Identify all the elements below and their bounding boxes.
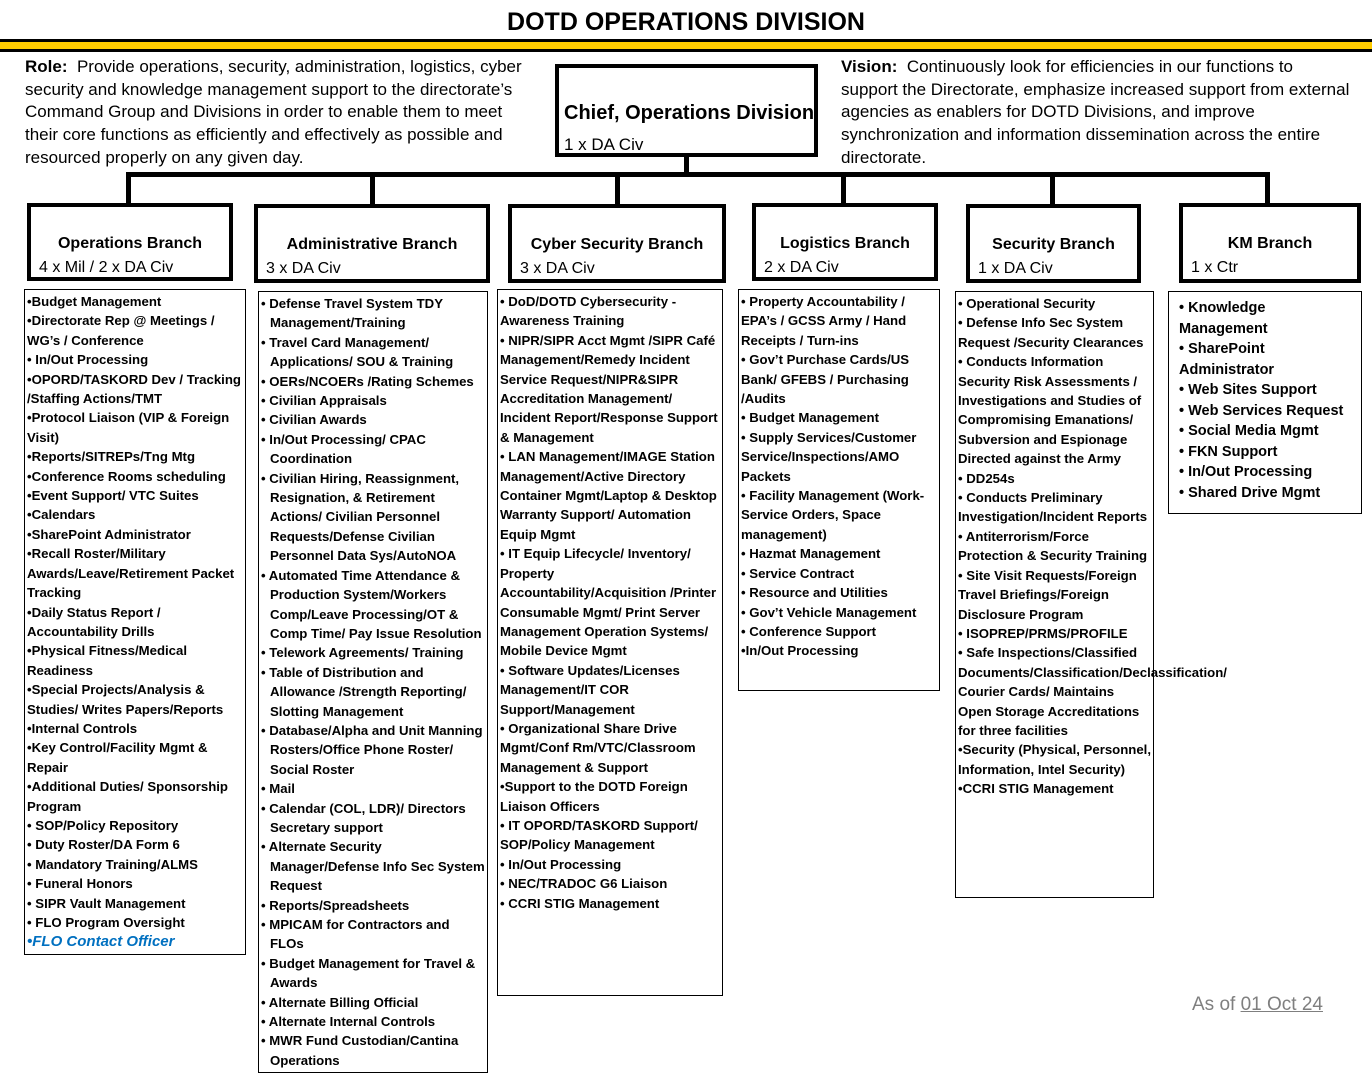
branch-title: Logistics Branch [780, 235, 910, 252]
role-label: Role: [25, 57, 68, 76]
branch-title: Security Branch [992, 236, 1115, 253]
function-item: •Conference Rooms scheduling [27, 468, 226, 484]
function-item: •Security (Physical, Personnel, Information, Intel Security) [958, 742, 1151, 777]
chief-staff: 1 x DA Civ [564, 135, 644, 154]
function-item: • ISOPREP/PRMS/PROFILE [958, 625, 1128, 641]
function-item: • In/Out Processing [500, 856, 622, 872]
function-item: • Antiterrorism/Force Protection & Security Training [958, 528, 1148, 564]
function-item: • Database/Alpha and Unit Manning Rosters/Office Phone Roster/ Social Roster [261, 722, 483, 777]
function-item: •Calendars [27, 507, 96, 523]
connector-line [126, 172, 1270, 177]
function-item: •Daily Status Report / Accountability Drills [27, 604, 161, 639]
function-item: •SharePoint Administrator [27, 526, 191, 542]
function-item: •In/Out Processing [741, 643, 859, 659]
function-item: • Web Sites Support [1179, 382, 1317, 398]
as-of-label: As of [1192, 994, 1241, 1015]
connector-line [615, 172, 620, 204]
function-item: • Service Contract [741, 565, 855, 581]
function-item: •Additional Duties/ Sponsorship Program [27, 779, 228, 814]
branch-box-cyber-security [508, 204, 726, 283]
function-item: • NEC/TRADOC G6 Liaison [500, 876, 668, 892]
function-item: • Safe Inspections/Classified Documents/Classification/Declassification/ Courier Cards/ Maintains Open Storage Accreditations for three facilities [958, 645, 1227, 738]
function-item: •Key Control/Facility Mgmt & Repair [27, 740, 208, 775]
function-item: • OERs/NCOERs /Rating Schemes [261, 373, 474, 389]
function-item: • In/Out Processing [1179, 464, 1313, 480]
function-item: • In/Out Processing/ CPAC Coordination [261, 431, 426, 467]
function-item: • Software Updates/Licenses Management/IT COR Support/Management [500, 662, 680, 717]
function-item: • Civilian Appraisals [261, 393, 387, 409]
function-item: • Mandatory Training/ALMS [27, 856, 198, 872]
branch-title: Administrative Branch [286, 236, 458, 253]
function-item: •Reports/SITREPs/Tng Mtg [27, 449, 195, 465]
function-item: • Calendar (COL, LDR)/ Directors Secretary support [261, 800, 466, 835]
function-item: • Knowledge Management [1179, 300, 1268, 337]
function-item: • Budget Management [741, 410, 879, 426]
function-item: • IT Equip Lifecycle/ Inventory/ Property Accountability/Acquisition /Printer Consumable Mgmt/ Print Server Management Operation Systems/ Mobile Device Mgmt [500, 546, 717, 659]
function-item: •Special Projects/Analysis & Studies/ Writes Papers/Reports [27, 682, 224, 717]
function-item: • Civilian Hiring, Reassignment, Resignation, & Retirement Actions/ Civilian Personnel Requests/Defense Civilian Personnel Data Sys/AutoNOA [261, 470, 460, 564]
date-value: 01 Oct 24 [1240, 994, 1323, 1015]
function-item: • FLO Program Oversight [27, 915, 185, 930]
function-item: • Mail [261, 781, 295, 797]
function-item: • Property Accountability / EPA’s / GCSS Army / Hand Receipts / Turn-ins [741, 294, 907, 348]
function-item: • Resource and Utilities [741, 585, 888, 601]
branch-title: Operations Branch [57, 235, 203, 252]
branch-box-administrative [254, 204, 490, 283]
function-item: •Directorate Rep @ Meetings / WG’s / Conference [27, 313, 215, 348]
function-list-cyber-security [497, 289, 723, 996]
branch-box-operations [27, 203, 233, 281]
function-item: • Operational Security [958, 296, 1096, 311]
function-item: • Table of Distribution and Allowance /Strength Reporting/ Slotting Management [261, 664, 467, 719]
connector-line [370, 172, 375, 204]
branch-staff: 2 x DA Civ [764, 259, 839, 276]
function-item: • Alternate Billing Official [261, 994, 419, 1010]
function-item: • Defense Travel System TDY Management/Training [261, 296, 443, 331]
function-item: •OPORD/TASKORD Dev / Tracking /Staffing Actions/TMT [27, 371, 241, 407]
function-item: • SIPR Vault Management [27, 895, 186, 911]
function-item: • Organizational Share Drive Mgmt/Conf Rm/VTC/Classroom Management & Support [500, 720, 696, 775]
function-item: • Travel Card Management/ Applications/ SOU & Training [261, 334, 454, 370]
function-item: • NIPR/SIPR Acct Mgmt /SIPR Café Management/Remedy Incident Service Request/NIPR&SIPR Accreditation Management/ Incident Report/Response Support & Management [500, 332, 718, 445]
branch-title: Cyber Security Branch [530, 236, 704, 253]
function-item: • Gov’t Vehicle Management [741, 604, 917, 620]
function-item: • MPICAM for Contractors and FLOs [261, 917, 450, 952]
function-item: • In/Out Processing [27, 352, 149, 368]
function-list-logistics [738, 289, 940, 691]
function-item: • Gov’t Purchase Cards/US Bank/ GFEBS / Purchasing /Audits [741, 352, 910, 407]
role-text: Provide operations, security, administration, logistics, cyber security and knowledge management support to the directorate’s Command Group and Divisions in order to enable them to meet their core functions as efficiently and effectively as possible and resourced properly on any given day. [25, 57, 522, 167]
function-item: • Reports/Spreadsheets [261, 897, 410, 913]
vision-text: Continuously look for efficiencies in our functions to support the Directorate, emphasize increased support from external agencies as enablers for DOTD Divisions, and improve synchronization and information dissemination across the entire directorate. [841, 57, 1350, 167]
vision-statement [841, 56, 1351, 170]
function-item: • Budget Management for Travel & Awards [261, 955, 476, 991]
function-item: •Budget Management [27, 294, 162, 309]
function-item: • Alternate Security Manager/Defense Info Sec System Request [261, 839, 485, 894]
function-item: • Automated Time Attendance & Production System/Workers Comp/Leave Processing/OT & Comp Time/ Pay Issue Resolution [261, 567, 482, 641]
function-item: •Physical Fitness/Medical Readiness [27, 643, 188, 678]
branch-title: KM Branch [1227, 235, 1313, 252]
function-item: • CCRI STIG Management [500, 895, 660, 911]
branch-box-security [966, 204, 1141, 283]
function-item: • Conducts Preliminary Investigation/Incident Reports [958, 490, 1148, 525]
function-item: • IT OPORD/TASKORD Support/ SOP/Policy Management [500, 817, 698, 853]
function-item: • SOP/Policy Repository [27, 817, 179, 833]
function-item: • Civilian Awards [261, 412, 367, 428]
connector-line [126, 172, 131, 203]
function-item: • DoD/DOTD Cybersecurity - Awareness Training [500, 294, 677, 329]
function-item: •Protocol Liaison (VIP & Foreign Visit) [27, 410, 230, 445]
page-title: DOTD OPERATIONS DIVISION [507, 8, 865, 36]
role-statement [25, 56, 525, 170]
vision-label: Vision: [841, 57, 898, 76]
function-item: • SharePoint Administrator [1179, 341, 1275, 378]
function-item: • Conducts Information Security Risk Assessments / Investigations and Studies of Compromising Emanations/ Subversion and Espionage Directed against the Army [958, 354, 1142, 467]
function-item: • MWR Fund Custodian/Cantina Operations [261, 1033, 459, 1068]
function-item: • Duty Roster/DA Form 6 [27, 837, 180, 853]
function-list-operations [24, 289, 246, 955]
function-item: • Telework Agreements/ Training [261, 645, 464, 661]
function-item: •CCRI STIG Management [958, 781, 1114, 797]
function-item: • Conference Support [741, 623, 877, 639]
branch-staff: 4 x Mil / 2 x DA Civ [39, 259, 174, 276]
branch-box-logistics [752, 203, 938, 281]
function-item: • Social Media Mgmt [1179, 423, 1319, 439]
function-item: •Recall Roster/Military Awards/Leave/Retirement Packet Tracking [27, 546, 235, 601]
function-item: • Supply Services/Customer Service/Inspections/AMO Packets [741, 429, 917, 484]
branch-staff: 1 x DA Civ [978, 260, 1053, 277]
function-item: • Funeral Honors [27, 876, 133, 892]
connector-line [1265, 172, 1270, 203]
function-item: • LAN Management/IMAGE Station Management/Active Directory Container Mgmt/Laptop & Desktop Warranty Support/ Automation Equip Mgmt [500, 449, 717, 542]
connector-line [1050, 172, 1055, 204]
connector-line [841, 172, 846, 203]
function-list-administrative [258, 291, 488, 1073]
as-of-date [1192, 994, 1323, 1016]
function-item: •Event Support/ VTC Suites [27, 488, 199, 504]
function-item: •Internal Controls [27, 720, 138, 736]
branch-staff: 3 x DA Civ [520, 260, 595, 277]
function-item: •Support to the DOTD Foreign Liaison Officers [500, 779, 688, 814]
function-list-km [1168, 291, 1362, 514]
function-item: • Defense Info Sec System Request /Security Clearances [958, 315, 1144, 350]
function-item: • Site Visit Requests/Foreign Travel Briefings/Foreign Disclosure Program [958, 567, 1137, 622]
chief-title: Chief, Operations Division [564, 102, 815, 124]
branch-staff: 1 x Ctr [1191, 259, 1239, 276]
function-item-highlight: •FLO Contact Officer [27, 933, 175, 951]
function-item: • Hazmat Management [741, 546, 881, 562]
function-item: • Facility Management (Work-Service Orders, Space management) [741, 488, 925, 542]
function-item: • Shared Drive Mgmt [1179, 484, 1321, 501]
accent-bar [0, 39, 1372, 52]
function-item: • DD254s [958, 470, 1015, 486]
branch-staff: 3 x DA Civ [266, 260, 341, 277]
chief-box [555, 64, 818, 157]
branch-box-km [1179, 203, 1361, 283]
function-item: • Web Services Request [1179, 402, 1344, 419]
function-item: • Alternate Internal Controls [261, 1014, 436, 1030]
function-item: • FKN Support [1179, 443, 1278, 460]
